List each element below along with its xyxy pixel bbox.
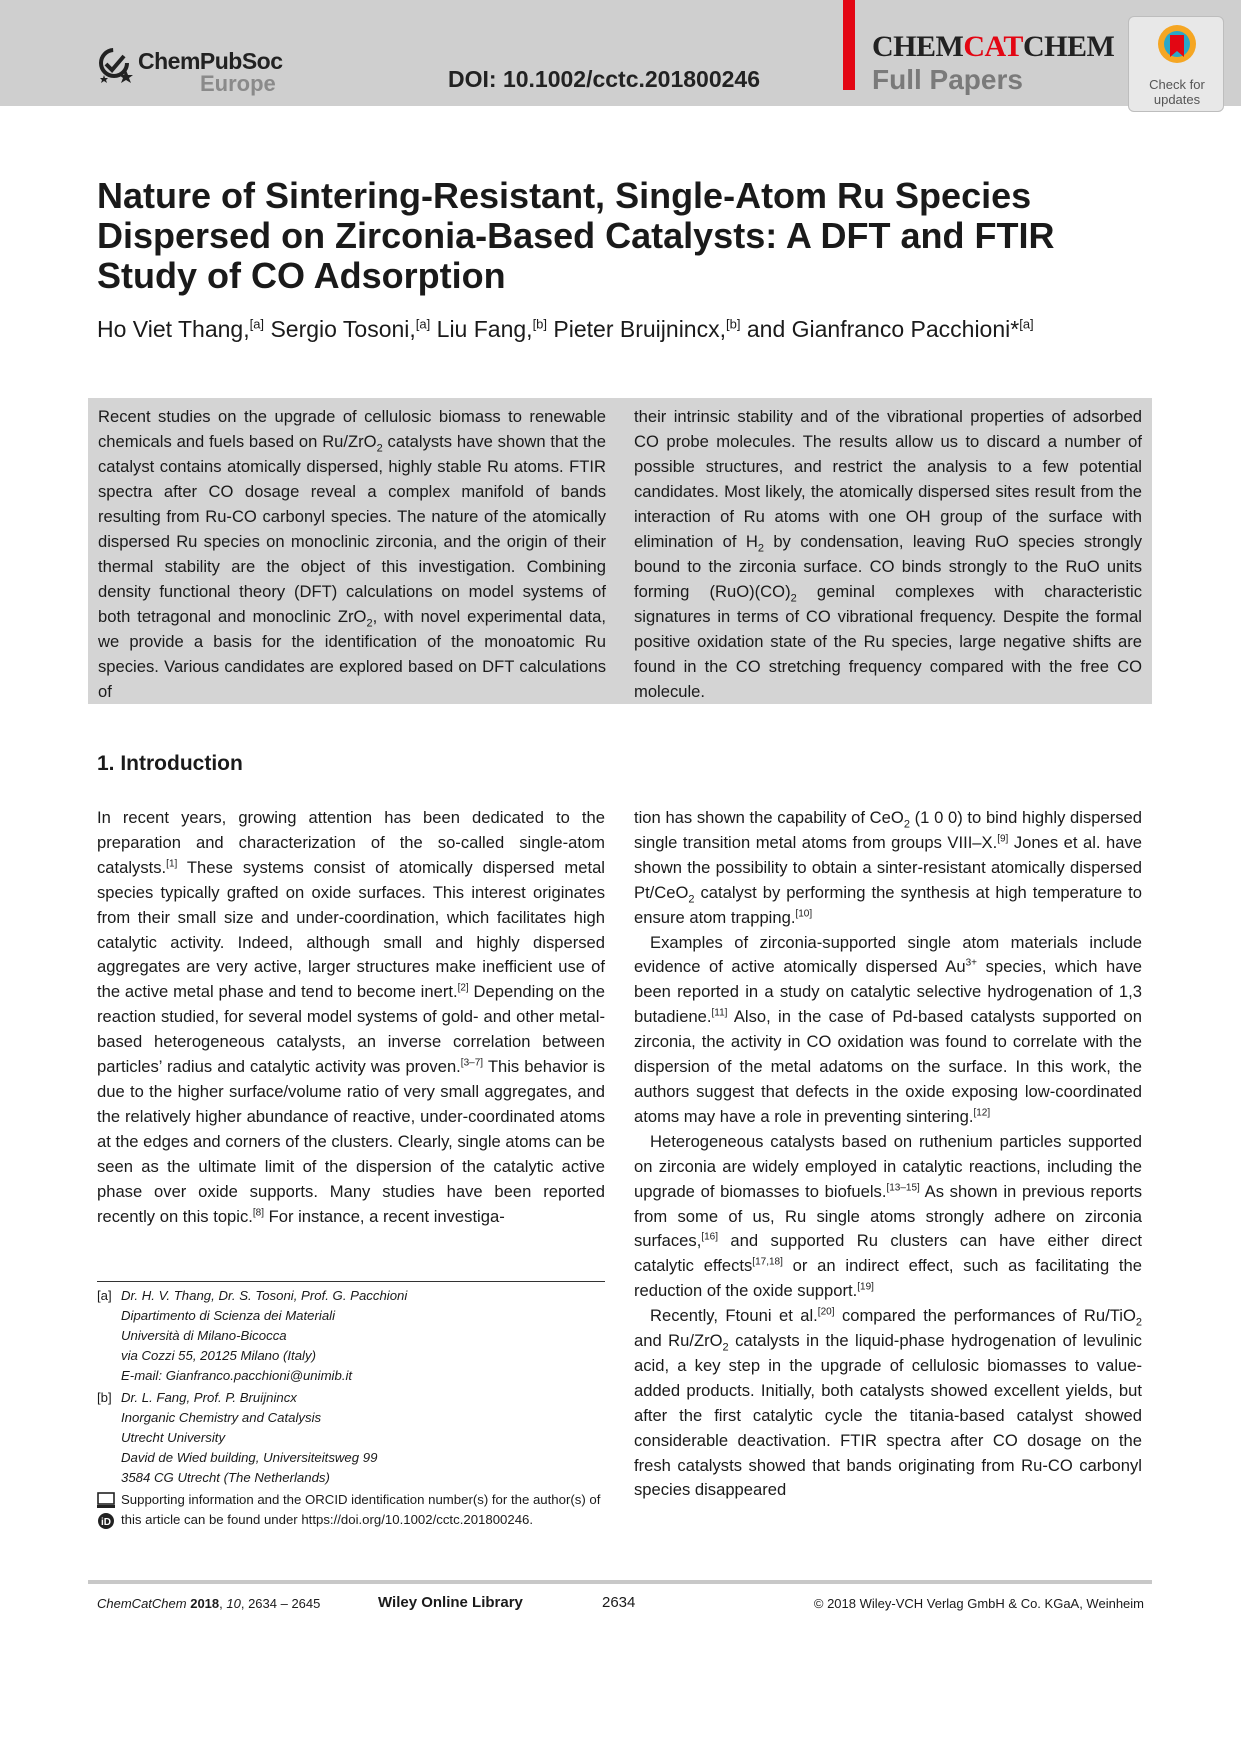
subscript: 2: [1135, 1316, 1142, 1329]
subscript: 2: [722, 1341, 729, 1354]
subscript: 2: [366, 617, 373, 630]
body-left-column: [97, 806, 605, 1229]
body-text: and Ru/ZrO: [634, 1331, 723, 1351]
body-text: species, which have been reported in a study on catalytic selective hydrogenation of 1,3 butadiene.: [634, 957, 1143, 1027]
journal-title: [872, 30, 1114, 64]
check-for-updates-label: [1129, 77, 1225, 107]
body-paragraph: [97, 806, 605, 1229]
supporting-info-text[interactable]: Supporting information and the ORCID identification number(s) for the author(s) of this article can be found under https://doi.org/10.1002/cctc.201800246.: [121, 1492, 601, 1527]
citation-ref[interactable]: [16]: [701, 1231, 719, 1243]
check-line2: updates: [1153, 92, 1201, 107]
author-affiliation: [a]: [1019, 316, 1034, 332]
footnote-tag: [b]: [97, 1390, 112, 1405]
author-name: Pieter Bruijnincx,: [553, 316, 726, 342]
check-line1: Check for: [1149, 77, 1205, 92]
footnote-lines: [121, 1388, 377, 1488]
footnote-line: Inorganic Chemistry and Catalysis: [121, 1410, 322, 1425]
body-text: These systems consist of atomically dispersed metal species typically grafted on oxide surfaces. This interest originates from their small size and under-coordination, which facilitates high catalytic activity. Indeed, although small and highly dispersed aggregates are very active, larger structures make inefficient use of the active metal phase and tend to become inert.: [97, 857, 605, 1002]
check-for-updates-badge[interactable]: [1128, 16, 1224, 112]
author-list: [97, 316, 1157, 343]
body-text: Depending on the reaction studied, for several model systems of gold- and other metal-based heterogeneous catalysts, an inverse correlation between particles’ radius and catalytic activity was proven.: [97, 982, 605, 1077]
body-paragraph: [634, 806, 1142, 931]
footnote-lines: [121, 1286, 407, 1386]
abstract-box: [88, 398, 1152, 704]
chempubsoc-emblem-icon: [96, 44, 136, 84]
abstract-text: their intrinsic stability and of the vibrational properties of adsorbed CO probe molecules. The results allow us to discard a number of possible structures, and restrict the analysis to a few potential candidates. Most likely, the atomically dispersed sites result from the interaction of Ru atoms with one OH group of the surface with elimination of H: [634, 407, 1142, 551]
wiley-online-library-link[interactable]: Wiley Online Library: [378, 1594, 523, 1611]
author-affiliation: [b]: [726, 316, 741, 332]
superscript: 3+: [965, 957, 977, 969]
subscript: 2: [688, 893, 695, 906]
journal-title-part3: CHEM: [1022, 30, 1115, 63]
publisher-sub: Europe: [200, 71, 276, 96]
body-text: Examples of zirconia-supported single atom materials include evidence of active atomically dispersed Au: [634, 932, 1142, 977]
citation-ref[interactable]: [1]: [166, 858, 178, 870]
abstract-text: Recent studies on the upgrade of cellulosic biomass to renewable chemicals and fuels based on Ru/ZrO: [98, 407, 606, 451]
body-text: Also, in the case of Pd-based catalysts supported on zirconia, the activity in CO oxidation was found to correlate with the dispersion of the metal adatoms on the surface. In this work, the authors suggest that defects in the oxide exposing low-coordinated atoms may have a role in preventing sintering.: [634, 1007, 1142, 1126]
body-paragraph: [634, 1130, 1142, 1304]
body-text: Recently, Ftouni et al.: [650, 1306, 818, 1326]
body-text: Heterogeneous catalysts based on ruthenium particles supported on zirconia are widely employed in catalytic reactions, including the upgrade of biomasses to biofuels.: [634, 1131, 1142, 1201]
body-text: catalyst by performing the synthesis at high temperature to ensure atom trapping.: [634, 882, 1142, 927]
body-text: In recent years, growing attention has been dedicated to the preparation and characterization of the so-called single-atom catalysts.: [97, 808, 605, 877]
footnote-tag: [a]: [97, 1288, 112, 1303]
citation-ref[interactable]: [3–7]: [460, 1057, 484, 1069]
footnote-line: Dr. H. V. Thang, Dr. S. Tosoni, Prof. G. Pacchioni: [121, 1288, 408, 1303]
body-text: (1 0 0) to bind highly dispersed single transition metal atoms from groups VIII–X.: [634, 808, 1143, 852]
footnote-line: 3584 CG Utrecht (The Netherlands): [121, 1470, 330, 1485]
footnote-divider: [97, 1281, 605, 1282]
citation-ref[interactable]: [2]: [457, 982, 469, 994]
body-text: or an indirect effect, such as facilitating the reduction of the oxide support.: [634, 1256, 1142, 1301]
body-text: tion has shown the capability of CeO: [634, 808, 904, 827]
citation-ref[interactable]: [20]: [817, 1306, 835, 1318]
computer-icon: [97, 1493, 115, 1508]
body-text: Jones et al. have shown the possibility to obtain a sinter-resistant atomically dispersed Pt/CeO: [634, 832, 1142, 902]
footer-copyright: © 2018 Wiley-VCH Verlag GmbH & Co. KGaA, Weinheim: [813, 1596, 1144, 1611]
abstract-left-column: [98, 404, 606, 704]
abstract-right-column: [634, 404, 1142, 704]
footnote-line: via Cozzi 55, 20125 Milano (Italy): [121, 1348, 316, 1363]
body-text: catalysts in the liquid-phase hydrogenation of levulinic acid, a key step in the upgrade of cellulosic biomasses to value-added products. Initially, both catalysts showed excellent yields, but after the first catalytic cycle the titania-based catalyst showed considerable deactivation. FTIR spectra after CO dosage on the fresh catalysts showed that bands originating from Ru-CO carbonyl species disappeared: [634, 1331, 1142, 1500]
author-affiliation: [b]: [532, 316, 548, 332]
section-heading-introduction: 1. Introduction: [97, 752, 243, 775]
page-header: [0, 0, 1241, 106]
subscript: 2: [790, 592, 797, 605]
accent-bar: [843, 0, 855, 90]
footer-divider: [88, 1580, 1152, 1584]
footer-year: 2018: [190, 1596, 220, 1611]
body-paragraph: [634, 931, 1142, 1130]
abstract-text: catalysts have shown that the catalyst contains atomically dispersed, highly stable Ru atoms. FTIR spectra after CO dosage reveal a complex manifold of bands resulting from Ru-CO carbonyl species. The nature of the atomically dispersed Ru species on monoclinic zirconia, and the origin of their thermal stability are the object of this investigation. Combining density functional theory (DFT) calculations on model systems of both tetragonal and monoclinic ZrO: [98, 432, 606, 626]
citation-ref[interactable]: [11]: [711, 1007, 728, 1019]
footer-pages: , 2634 – 2645: [240, 1596, 321, 1611]
body-right-column: [634, 806, 1142, 1503]
body-paragraph: [634, 1304, 1142, 1503]
author-name: Ho Viet Thang,: [97, 316, 250, 342]
citation-ref[interactable]: [19]: [857, 1281, 874, 1293]
orcid-icon: [98, 1513, 114, 1529]
subscript: 2: [903, 818, 910, 831]
body-text: As shown in previous reports from some of us, Ru single atoms strongly adhere on zirconia surfaces,: [634, 1181, 1142, 1251]
citation-ref[interactable]: [10]: [795, 908, 813, 920]
footnote-line: Università di Milano-Bicocca: [121, 1328, 287, 1343]
footnote-line: Dr. L. Fang, Prof. P. Bruijnincx: [121, 1390, 297, 1405]
footnote-email[interactable]: E-mail: Gianfranco.pacchioni@unimib.it: [121, 1368, 353, 1383]
footer-citation: ChemCatChem 2018, 10, 2634 – 2645: [97, 1596, 321, 1611]
page-number: 2634: [602, 1594, 636, 1611]
body-text: and supported Ru clusters can have either direct catalytic effects: [634, 1231, 1142, 1276]
article-title: Nature of Sintering-Resistant, Single-Atom Ru Species Dispersed on Zirconia-Based Catalysts: A DFT and FTIR Study of CO Adsorption: [97, 175, 1055, 296]
footnote-line: Dipartimento di Scienza dei Materiali: [121, 1308, 336, 1323]
citation-ref[interactable]: [17,18]: [752, 1256, 783, 1268]
footnote-icons: [97, 1492, 115, 1536]
author-name: and Gianfranco Pacchioni*: [746, 316, 1020, 342]
body-text: compared the performances of Ru/TiO: [834, 1306, 1136, 1326]
abstract-text: , with novel experimental data, we provide a basis for the identification of the monoatomic Ru species. Various candidates are explored based on DFT calculations of: [98, 607, 606, 701]
chempubsoc-logo: [96, 44, 283, 96]
subscript: 2: [376, 442, 383, 455]
journal-title-part2: CAT: [963, 30, 1023, 63]
body-text: This behavior is due to the higher surface/volume ratio of very small aggregates, and the relatively higher abundance of reactive, under-coordinated atoms at the edges and corners of the clusters. Clearly, single atoms can be seen as the ultimate limit of the dispersion of the catalytic active phase over oxide supports. Many studies have been reported recently on this topic.: [97, 1057, 605, 1226]
footnote-line: Utrecht University: [121, 1430, 226, 1445]
citation-ref[interactable]: [13–15]: [886, 1182, 920, 1194]
body-text: For instance, a recent investiga-: [264, 1206, 505, 1226]
footer-journal: ChemCatChem: [97, 1596, 187, 1611]
author-name: Sergio Tosoni,: [270, 316, 416, 342]
abstract-text: geminal complexes with characteristic signatures in terms of CO vibrational frequency. Despite the formal positive oxidation state of the Ru species, large negative shifts are found in the CO stretching frequency compared with the free CO molecule.: [634, 582, 1142, 701]
bookmark-icon: [1156, 23, 1198, 73]
citation-ref[interactable]: [8]: [252, 1206, 264, 1218]
author-affiliation: [a]: [249, 316, 265, 332]
citation-ref[interactable]: [9]: [997, 833, 1009, 845]
svg-text:iD: iD: [101, 1517, 111, 1528]
author-name: Liu Fang,: [436, 316, 533, 342]
journal-title-part1: CHEM: [872, 30, 964, 63]
author-affiliation: [a]: [415, 316, 431, 332]
citation-ref[interactable]: [12]: [973, 1107, 991, 1119]
footnote-line: David de Wied building, Universiteitsweg 99: [121, 1450, 378, 1465]
abstract-text: by condensation, leaving RuO species strongly bound to the zirconia surface. CO binds strongly to the RuO units forming (RuO)(CO): [634, 532, 1142, 601]
subscript: 2: [757, 542, 764, 555]
doi-label[interactable]: DOI: 10.1002/cctc.201800246: [448, 66, 761, 92]
footer-volume: 10: [226, 1596, 241, 1611]
publisher-name: ChemPubSoc: [138, 48, 283, 74]
section-type: Full Papers: [872, 64, 1023, 95]
